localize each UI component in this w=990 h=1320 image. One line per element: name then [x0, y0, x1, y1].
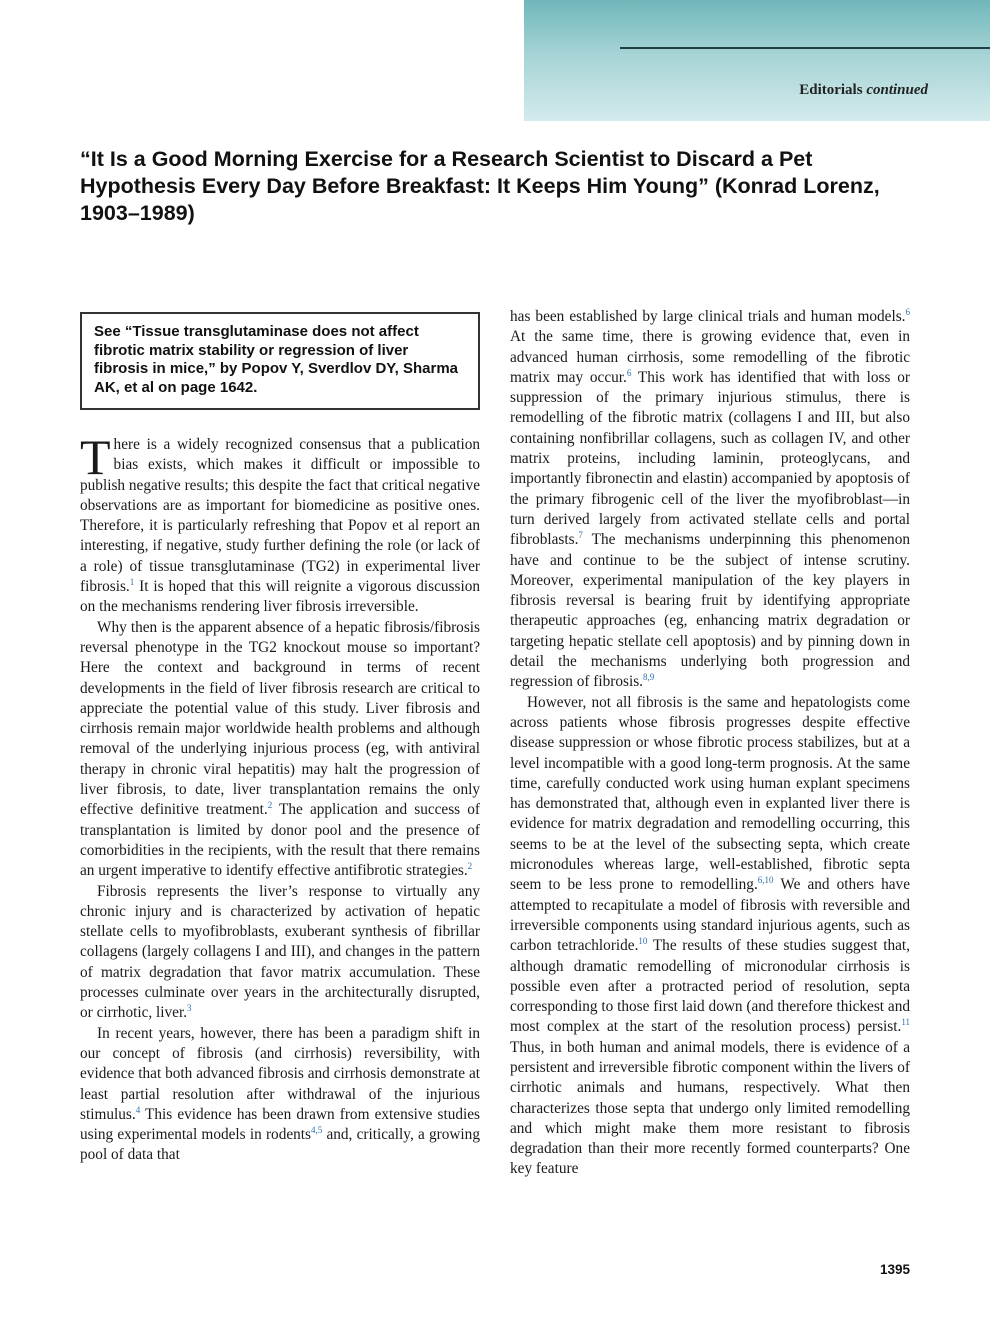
reference-link[interactable]: 4,5	[310, 1125, 323, 1136]
paragraph-1: There is a widely recognized consensus that a publication bias exists, which makes it difficult or impossible to publish negative results; this despite the fact that critical negative observations are as important for biomedicine as positive ones. Therefore, it is particularly refreshing that Popov et al report an interesting, if negative, study further defining the role (or lack of a role) of tissue transglutaminase (TG2) in experimental liver fibrosis.$^1$ It is hoped that this will reignite a vigorous discussion on the mechanisms rendering liver fibrosis irreversible.	[80, 429, 480, 616]
reference-link[interactable]: 1	[129, 577, 135, 588]
header-rule	[620, 47, 990, 49]
article-title: “It Is a Good Morning Exercise for a Research Scientist to Discard a Pet Hypothesis Every Day Before Breakfast: It Keeps Him Young” (Konrad Lorenz, 1903–1989)	[80, 147, 880, 225]
reference-link[interactable]: 6	[905, 307, 910, 317]
reference-link[interactable]: 4	[135, 1104, 141, 1115]
reference-link[interactable]: 3	[187, 1003, 192, 1014]
right-column	[510, 307, 910, 1180]
reference-link[interactable]: 8,9	[642, 672, 655, 683]
paragraph-6: However, not all fibrosis is the same and hepatologists come across patients whose fibrosis progresses despite effective disease suppression or whose fibrotic process stabilizes, but at a level incompatible with a good long-term prognosis. At the same time, carefully conducted work using human explant specimens has demonstrated that, although even in explanted liver there is evidence for matrix degradation and remodelling occurring, this seems to be at the level of the subsecting septa, which create micronodules whereas large, well-established, fibrotic septa seem to be less prone to remodelling.$^{6,10}$ We and others have attempted to recapitulate a model of fibrosis with reversible and irreversible components using standard injurious agents, such as carbon tetrachloride.$^{10}$ The results of these studies suggest that, although dramatic remodelling of micronodular cirrhosis is possible even after a protracted period of resolution, septa corresponding to those first laid down (and therefore thickest and most complex at the start of the resolution process) persist.$^{11}$ Thus, in both human and animal models, there is evidence of a persistent and irreversible fibrotic component within the livers of cirrhotic animals and humans, respectively. What then characterizes those septa that undergo only limited remodelling and which might make them more resistant to fibrosis degradation than their more recently formed counterparts? One key feature	[510, 693, 910, 1178]
reference-link[interactable]: 2	[467, 861, 473, 872]
section-label: Editorials	[799, 82, 863, 98]
header-band	[524, 0, 990, 121]
left-column	[80, 429, 480, 1166]
continued-label: continued	[866, 82, 928, 98]
page-number: 1395	[879, 1262, 910, 1277]
paragraph-5: has been established by large clinical trials and human models.$^6$ At the same time, there is growing evidence that, even in advanced human cirrhosis, some remodelling of the fibrotic matrix may occur.$^6$ This work has identified that with loss or suppression of the primary injurious stimulus, there is remodelling of the fibrotic matrix (collagens I and III, but also containing nonfibrillar collagens, such as collagen IV, and other matrix proteins, including laminin, proteoglycans, and importantly fibronectin and elastin) accompanied by apoptosis of the primary fibrogenic cell of the liver the myofibroblast—in turn derived largely from activated stellate cells and portal fibroblasts.$^7$ The mechanisms underpinning this phenomenon have and continue to be the subject of intense scrutiny. Moreover, experimental manipulation of the key players in fibrosis reversal is bearing fruit by identifying appropriate therapeutic approaches (eg, enhancing matrix degradation or targeting hepatic stellate cell apoptosis) and by pinning down in detail the mechanisms underlying both progression and regression of fibrosis.$^{8,9}$	[510, 307, 911, 691]
paragraph-2: Why then is the apparent absence of a hepatic fibrosis/fibrosis reversal phenotype in the TG2 knockout mouse so important? Here the context and background in terms of recent developments in the field of liver fibrosis research are critical to appreciate the potential value of this study. Liver fibrosis and cirrhosis remain major worldwide health problems and although removal of the underlying injurious process (eg, with antiviral therapy in chronic viral hepatitis) may halt the progression of liver fibrosis, to date, liver transplantation remains the only effective definitive treatment.$^2$ The application and success of transplantation is limited by donor pool and the presence of comorbidities in the recipients, with the result that there remains an urgent imperative to identify effective antifibrotic strategies.$^2$	[80, 618, 480, 880]
paragraph-3: Fibrosis represents the liver’s response to virtually any chronic injury and is characterized by activation of hepatic stellate cells to myofibroblasts, exuberant synthesis of fibrillar collagens (largely collagens I and III), and changes in the pattern of matrix degradation that favor matrix accumulation. These processes culminate over years in the architecturally disrupted, or cirrhotic, liver.$^3$	[80, 882, 480, 1022]
see-also-box[interactable]: See “Tissue transglutaminase does not affect fibrotic matrix stability or regression of liver fibrosis in mice,” by Popov Y, Sverdlov DY, Sharma AK, et al on page 1642.	[80, 312, 480, 410]
drop-cap: T	[80, 429, 111, 485]
reference-link[interactable]: 2	[267, 800, 273, 811]
paragraph-4: In recent years, however, there has been a paradigm shift in our concept of fibrosis (and cirrhosis) reversibility, with evidence that both advanced fibrosis and cirrhosis demonstrate at least partial resolution after withdrawal of the injurious stimulus.$^4$ This evidence has been drawn from extensive studies using experimental models in rodents$^{4,5}$ and, critically, a growing pool of data that	[80, 1024, 480, 1164]
running-head	[799, 82, 928, 99]
reference-link[interactable]: 7	[578, 530, 583, 541]
reference-link[interactable]: 6,10	[757, 875, 774, 886]
reference-link[interactable]: 6	[626, 367, 632, 378]
reference-link[interactable]: 11	[901, 1017, 910, 1028]
reference-link[interactable]: 10	[638, 936, 648, 947]
